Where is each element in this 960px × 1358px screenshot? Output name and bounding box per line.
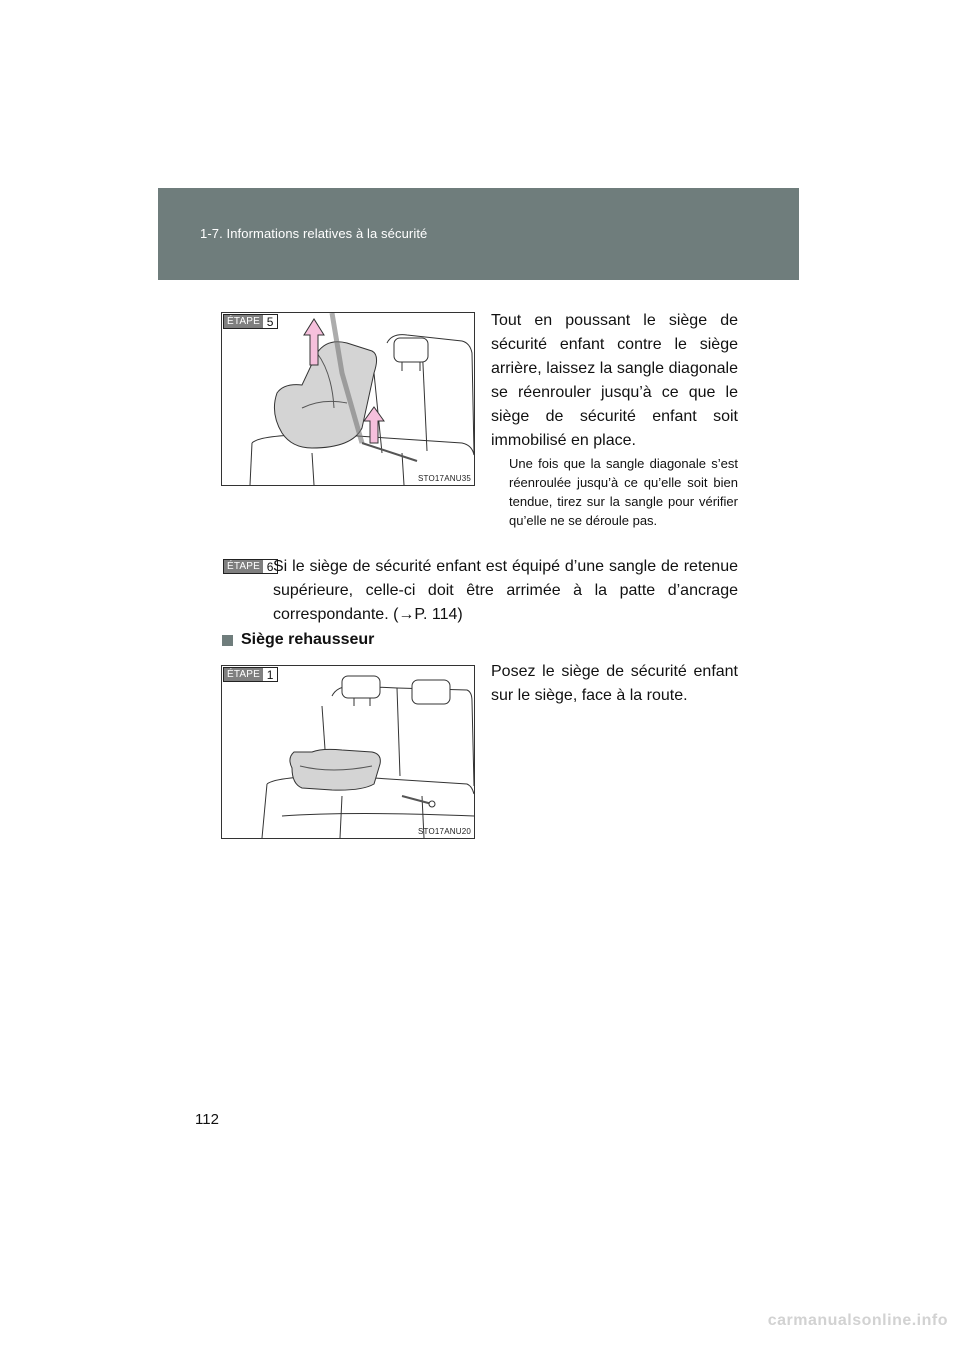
step-label: ÉTAPE xyxy=(224,315,263,328)
watermark: carmanualsonline.info xyxy=(767,1312,948,1329)
step-label: ÉTAPE xyxy=(224,560,263,573)
section-title: 1-7. Informations relatives à la sécurité xyxy=(200,226,428,241)
booster-seat-illustration xyxy=(222,666,474,838)
section-heading xyxy=(222,631,374,649)
figure-step1 xyxy=(221,665,475,839)
step-number: 1 xyxy=(266,667,274,682)
figure-code: STO17ANU20 xyxy=(418,827,471,836)
car-seat-illustration xyxy=(222,313,474,485)
page-number: 112 xyxy=(195,1111,219,1128)
figure-code: STO17ANU35 xyxy=(418,474,471,483)
step-label: ÉTAPE xyxy=(224,668,263,681)
section-heading-text: Siège rehausseur xyxy=(241,631,375,648)
step-number: 5 xyxy=(266,314,274,329)
figure-step5 xyxy=(221,312,475,486)
step1-text: Posez le siège de sécurité enfant sur le siège, face à la route. xyxy=(491,663,738,704)
step-number: 6 xyxy=(266,559,274,574)
step-badge-5 xyxy=(223,314,278,329)
step-badge-6 xyxy=(223,559,278,574)
square-bullet-icon xyxy=(222,635,233,646)
step5-text: Tout en poussant le siège de sécurité enfant contre le siège arrière, laissez la sangle diagonale se réenrouler jusqu’à ce que le siège de sécurité enfant soit immobilisé en place. xyxy=(491,312,738,449)
step5-note: Une fois que la sangle diagonale s’est réenroulée jusqu’à ce qu’elle soit bien tendue, tirez sur la sangle pour vérifier qu’elle ne se déroule pas. xyxy=(509,456,738,528)
step-badge-1 xyxy=(223,667,278,682)
step6-text: Si le siège de sécurité enfant est équipé d’une sangle de retenue supérieure, celle-ci doit être arrimée à la patte d’ancrage correspondante. (→P. 114) xyxy=(273,558,738,623)
